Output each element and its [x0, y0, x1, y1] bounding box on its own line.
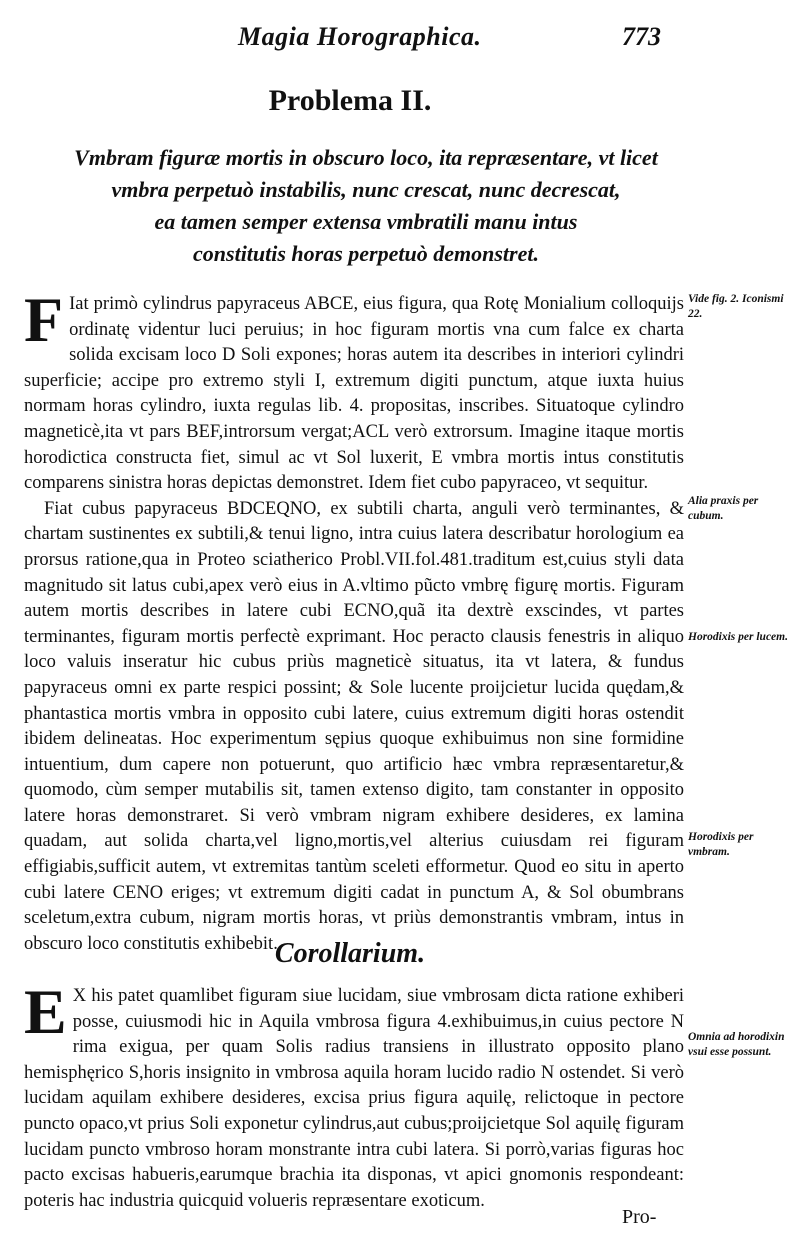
margin-note-horodixis-lucem: Horodixis per lucem. [688, 631, 788, 643]
paragraph-3-text: X his patet quamlibet figuram siue lucidam, siue vmbrosam dicta ratione exhiberi posse, cuiusmodi hic in Aquila vmbrosa figura 4.exhibuimus,in cuius pectore N rima exigua, per quam Solis radius transiens in illustrato opposito plano hemisphęrico S,horis insignito in vmbrosa aquila horam lucido radio N ostendet. Si verò lucidam aquilam exhibere desideres, excisa prius figura aquilę, relictoque in pectore puncto opaco,vt prius Soli exponetur cylindrus,aut cubus;proijcietque Sol aquilę figuram lucidam puncto vmbroso horam monstrante intra cubi latera. Si porrò,varias figuras hoc pacto excisas habueris,earumque brachia ita disponas, vt apici gnomonis respondeant: poteris hac industria quicquid volueris repræsentare exoticum. [24, 986, 684, 1211]
paragraph-1 [24, 284, 684, 497]
margin-note-horodixis-vmbram: Horodixis per vmbram. [688, 831, 754, 858]
page-number: 773 [622, 22, 661, 51]
paragraph-3 [24, 976, 684, 1214]
catchword: Pro- [622, 1206, 657, 1228]
problem-statement [36, 142, 696, 270]
problem-statement-line: ea tamen semper extensa vmbratili manu intus [154, 209, 578, 234]
paragraph-1-text: Iat primò cylindrus papyraceus ABCE, eius figura, qua Rotę Monialium colloquijs ordinatę videntur luci peruius; in hoc figuram mortis vna cum falce ex charta solida excisam loco D Soli expones; horas autem ita describes in interiori cylindri superficie; accipe pro extremo styli I, extremum digiti punctum, atque iuxta huius normam horas cylindro, iuxta regulas lib. 4. propositas, inscribes. Situatoque cylindro magneticè,ita vt pars BEF,introrsum vergat;ACL verò extrorsum. Imagine itaque mortis horodictica constructa fiet, simul ac vt Sol luxerit, E vmbra mortis intus constitutis comparens sinistra horas depictas demonstret. Idem fiet cubo papyraceo, vt sequitur. [24, 294, 684, 494]
problem-statement-line: vmbra perpetuò instabilis, nunc crescat, nunc decrescat, [111, 177, 621, 202]
corollary-text [24, 976, 684, 1214]
problem-statement-line: constitutis horas perpetuò demonstret. [193, 241, 539, 266]
drop-cap-initial: F [24, 284, 64, 355]
corollary-heading: Corollarium. [274, 938, 426, 969]
paragraph-2: Fiat cubus papyraceus BDCEQNO, ex subtili charta, anguli verò terminantes, & chartam sustinentes ex subtili,& tenui ligno, intra cuius latera describatur horologium ea prorsus ratione,qua in Proteo sciatherico Probl.VII.fol.481.traditum est,cuius styli data magnitudo sit latus cubi,apex verò eius in A.vltimo pũcto vmbrę figurę mortis. Figuram autem mortis describes in latere cubi ECNO,quã ita dextrè exscindes, vt partes terminantes, figuram mortis perfectè exprimant. Hoc peracto clausis fenestris in aliquo loco valuis inseratur hic cubus priùs magneticè situatus, ita vt latera, & fundus papyraceus omni ex parte respici possint; & Sole lucente proijcietur lucida quędam,& phantastica mortis vmbra in opposito cubi latere, cuius extremum digiti horas ostendit ibidem delineatas. Hoc experimentum sępius quoque exhibuimus non sine formidine intuentium, dum capere non potuerunt, quo artificio hæc vmbra repræsentaretur,& quomodo, cùm semper mutabilis sit, tamen extenso digito, tam constanter in opposito latere horas demonstraret. Si verò vmbram nigram exhibere desideres, ex lamina quadam, aut solida charta,vel ligno,mortis,vel alterius cuiusdam rei figuram effigiabis,sufficit autem, vt extremitas tantùm sceleti efformetur. Quod eo situ in aperto cubi latere CENO eriges; vt extremum digiti cadat in punctum A, & Sol obumbrans sceletum,extra cubum, nigram mortis horas, vt priùs demonstrantis vmbram, intus in obscuro loco constitutis exhibebit. [24, 498, 684, 954]
margin-note-alia-praxis: Alia praxis per cubum. [688, 495, 759, 522]
problem-heading: Problema II. [268, 84, 432, 117]
margin-note-figure-reference: Vide fig. 2. Iconismi 22. [688, 293, 784, 320]
running-title: Magia Horographica. [238, 22, 482, 51]
drop-cap-initial: E [24, 976, 67, 1047]
problem-statement-line: Vmbram figuræ mortis in obscuro loco, ita repræsentare, vt licet [74, 145, 658, 170]
margin-note-omnia: Omnia ad horodixin vsui esse possunt. [688, 1031, 785, 1058]
main-text [24, 284, 684, 957]
running-head [0, 22, 800, 58]
